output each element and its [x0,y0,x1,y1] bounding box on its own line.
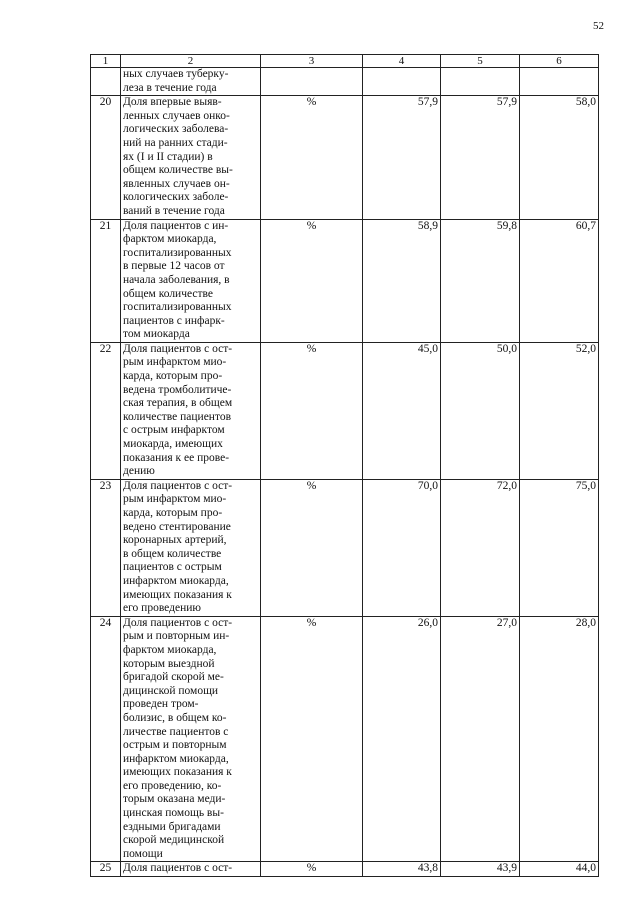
column-header-1: 1 [91,55,121,68]
indicator-name-line: показания к ее прове- [123,451,230,464]
header-row [91,55,599,68]
indicator-name-line: миокарда, имеющих [123,438,223,451]
indicator-name-line: его проведению, ко- [123,779,222,792]
indicator-name-line: в общем количестве [123,547,222,560]
indicator-name-line: с острым инфарктом [123,424,225,437]
indicator-name-line: ездными бригадами [123,820,221,833]
indicator-name [121,862,261,877]
value-col-4: 26,0 [363,616,441,862]
value-col-6: 60,7 [520,219,599,342]
indicator-name-line: ях (I и II стадии) в [123,150,213,163]
value-col-6: 52,0 [520,342,599,479]
value-col-4: 57,9 [363,96,441,219]
value-col-6: 75,0 [520,479,599,616]
row-number [91,68,121,96]
table-row [91,616,599,862]
indicator-name-line: Доля впервые выяв- [123,96,222,109]
value-col-5: 43,9 [441,862,520,877]
indicator-name-line: ний на ранних стади- [123,136,228,149]
indicator-name-line: пациентов с инфарк- [123,314,225,327]
value-col-4: 70,0 [363,479,441,616]
indicator-name-line: в первые 12 часов от [123,260,225,273]
column-header-5: 5 [441,55,520,68]
value-col-6 [520,68,599,96]
indicator-name-line: ская терапия, в общем [123,397,233,410]
indicator-name-line: скорой медицинской [123,834,225,847]
indicator-name-line: пациентов с острым [123,561,222,574]
indicator-name-line: явленных случаев он- [123,177,230,190]
indicator-name-line: общем количестве вы- [123,164,233,177]
value-col-6: 44,0 [520,862,599,877]
indicator-name-line: проведен тром- [123,698,199,711]
indicator-name-line: острым и повторным [123,739,227,752]
column-header-2: 2 [121,55,261,68]
unit: % [261,342,363,479]
table-row [91,342,599,479]
indicator-name-line: личестве пациентов с [123,725,229,738]
indicator-name-line: бригадой скорой ме- [123,671,224,684]
table-row [91,479,599,616]
indicator-name-line: помощи [123,847,163,860]
value-col-5: 72,0 [441,479,520,616]
unit: % [261,96,363,219]
indicator-name-line: коронарных артерий, [123,534,227,547]
column-header-4: 4 [363,55,441,68]
indicator-name-line: инфарктом миокарда, [123,752,229,765]
value-col-5: 27,0 [441,616,520,862]
indicator-name-line: ленных случаев онко- [123,109,230,122]
indicator-name-line: госпитализированных [123,246,232,259]
indicator-name-line: общем количестве [123,287,213,300]
table-row [91,96,599,219]
table-body [91,68,599,877]
indicator-name-line: Доля пациентов с ост- [123,479,233,492]
indicator-name-line: кологических заболе- [123,191,229,204]
indicator-name-line: Доля пациентов с ост- [123,616,233,629]
indicator-name-line: госпитализированных [123,301,232,314]
page-number: 52 [593,20,604,32]
indicator-name-line: фарктом миокарда, [123,643,217,656]
indicator-name-line: болизис, в общем ко- [123,711,227,724]
indicator-name-line: рым и повторным ин- [123,630,230,643]
value-col-4: 45,0 [363,342,441,479]
indicator-name-line: фарктом миокарда, [123,233,217,246]
row-number: 25 [91,862,121,877]
indicator-name-line: рым инфарктом мио- [123,493,227,506]
indicator-name-line: карда, которым про- [123,370,223,383]
indicator-name-line: логических заболева- [123,123,229,136]
indicator-name-line: том миокарда [123,328,190,341]
unit: % [261,219,363,342]
value-col-5: 57,9 [441,96,520,219]
indicator-name [121,479,261,616]
indicator-name-line: имеющих показания к [123,766,232,779]
indicator-name [121,68,261,96]
unit: % [261,616,363,862]
table-row [91,862,599,877]
value-col-4: 43,8 [363,862,441,877]
value-col-5: 59,8 [441,219,520,342]
indicators-table [90,54,599,877]
indicator-name-line: дению [123,465,155,478]
row-number: 23 [91,479,121,616]
indicator-name-line: инфарктом миокарда, [123,574,229,587]
indicator-name-line: Доля пациентов с ост- [123,862,233,875]
indicator-name-line: которым выездной [123,657,215,670]
column-header-3: 3 [261,55,363,68]
value-col-5 [441,68,520,96]
row-number: 21 [91,219,121,342]
indicator-name-line: Доля пациентов с ин- [123,219,229,232]
indicator-name-line: ных случаев туберку- [123,68,229,80]
indicator-name-line: Доля пациентов с ост- [123,342,233,355]
value-col-4: 58,9 [363,219,441,342]
unit [261,68,363,96]
unit: % [261,862,363,877]
indicator-name [121,342,261,479]
indicator-name [121,96,261,219]
indicator-name [121,616,261,862]
indicator-name-line: ваний в течение года [123,204,225,217]
column-header-6: 6 [520,55,599,68]
row-number: 22 [91,342,121,479]
indicator-name-line: количестве пациентов [123,410,232,423]
indicator-name-line: дицинской помощи [123,684,219,697]
value-col-5: 50,0 [441,342,520,479]
indicator-name-line: начала заболевания, в [123,273,230,286]
value-col-6: 58,0 [520,96,599,219]
unit: % [261,479,363,616]
table-row [91,219,599,342]
row-number: 24 [91,616,121,862]
indicator-name-line: карда, которым про- [123,507,223,519]
row-number: 20 [91,96,121,219]
value-col-4 [363,68,441,96]
indicator-name-line: имеющих показания к [123,588,232,601]
indicator-name-line: рым инфарктом мио- [123,356,227,369]
indicator-name-line: леза в течение года [123,81,217,94]
indicator-name-line: торым оказана меди- [123,793,226,806]
indicator-name-line: ведено стентирование [123,520,231,533]
indicator-name-line: ведена тромболитиче- [123,383,232,396]
indicator-name-line: цинская помощь вы- [123,807,224,820]
table-row [91,68,599,96]
indicator-name [121,219,261,342]
value-col-6: 28,0 [520,616,599,862]
indicator-name-line: его проведению [123,602,201,615]
